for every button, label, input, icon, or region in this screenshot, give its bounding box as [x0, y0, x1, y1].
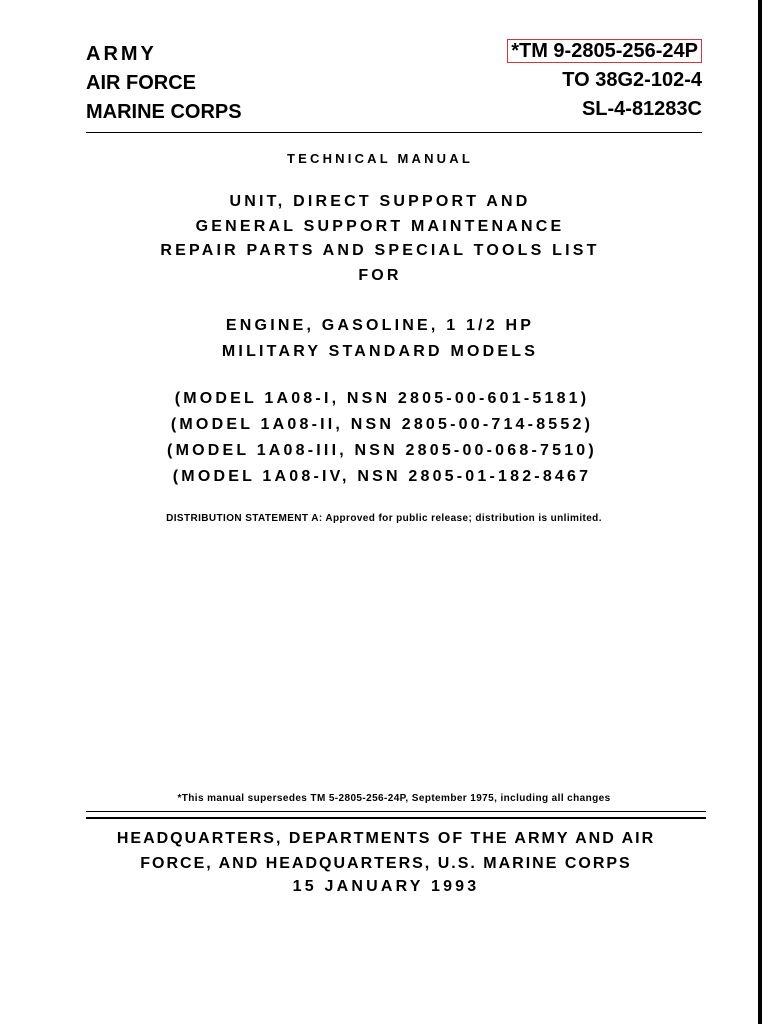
title-line: REPAIR PARTS AND SPECIAL TOOLS LIST — [160, 242, 600, 259]
supersedes-note: *This manual supersedes TM 5-2805-256-24P, September 1975, including all changes — [177, 793, 611, 804]
model-list — [0, 386, 766, 490]
branch-marine-corps: MARINE CORPS — [86, 101, 242, 123]
subject-line: MILITARY STANDARD MODELS — [221, 343, 539, 360]
branch-army: ARMY — [86, 43, 157, 65]
title-line: FOR — [358, 266, 402, 284]
branch-list — [86, 40, 242, 127]
footer-divider-thick — [86, 817, 706, 819]
document-title — [0, 190, 764, 288]
branch-air-force: AIR FORCE — [86, 72, 196, 94]
model-line: (MODEL 1A08-II, NSN 2805-00-714-8552) — [170, 416, 594, 433]
headquarters-statement — [2, 826, 768, 876]
publication-date: 15 JANUARY 1993 — [292, 878, 480, 895]
model-line: (MODEL 1A08-IV, NSN 2805-01-182-8467 — [172, 468, 592, 485]
hq-line: FORCE, AND HEADQUARTERS, U.S. MARINE CORPS — [140, 855, 632, 872]
footer-divider-thin — [86, 811, 706, 812]
to-number: TO 38G2-102-4 — [562, 69, 702, 91]
model-line: (MODEL 1A08-I, NSN 2805-00-601-5181) — [174, 390, 590, 407]
publication-codes — [507, 37, 702, 124]
document-subject — [0, 313, 764, 365]
model-line: (MODEL 1A08-III, NSN 2805-00-068-7510) — [167, 442, 597, 459]
hq-line: HEADQUARTERS, DEPARTMENTS OF THE ARMY AND AIR — [116, 830, 656, 847]
sl-number: SL-4-81283C — [581, 98, 702, 120]
tm-number-highlighted: *TM 9-2805-256-24P — [507, 39, 702, 63]
document-type-label: TECHNICAL MANUAL — [286, 151, 473, 166]
header-divider — [86, 132, 702, 133]
title-line: UNIT, DIRECT SUPPORT AND — [229, 193, 531, 210]
distribution-statement: DISTRIBUTION STATEMENT A: Approved for public release; distribution is unlimited. — [166, 513, 602, 524]
title-line: GENERAL SUPPORT MAINTENANCE — [195, 217, 565, 235]
subject-line: ENGINE, GASOLINE, 1 1/2 HP — [225, 317, 535, 334]
